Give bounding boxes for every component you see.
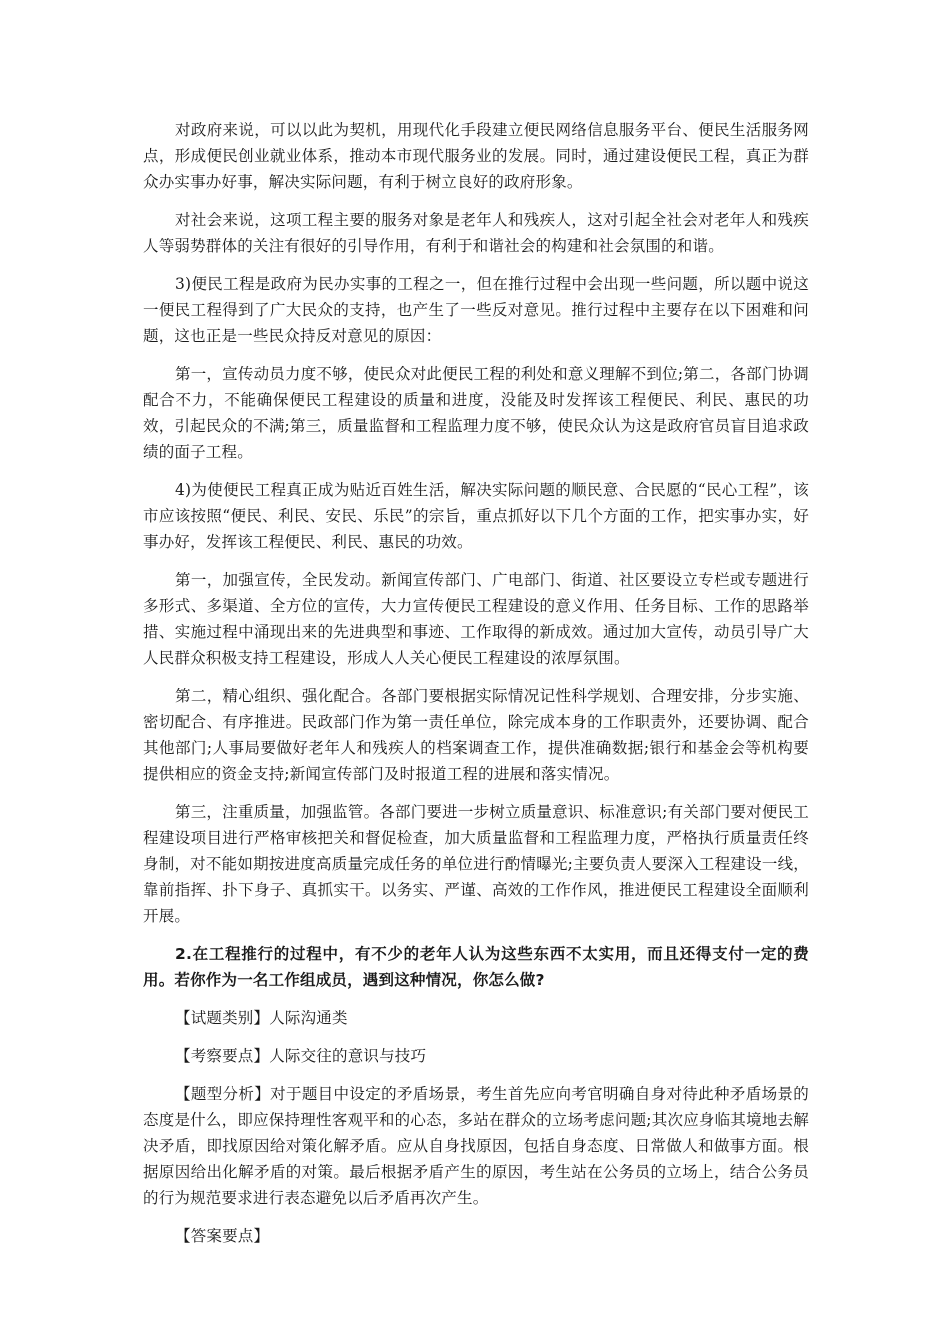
paragraph-measure-publicity: 第一，加强宣传，全民发动。新闻宣传部门、广电部门、街道、社区要设立专栏或专题进行多形式、多渠道、全方位的宣传，大力宣传便民工程建设的意义作用、任务目标、工作的思路举措、实施过程中涌现出来的先进典型和事迹、工作取得的新成效。通过加大宣传，动员引导广大人民群众积极支持工程建设，形成人人关心便民工程建设的浓厚氛围。 [143, 571, 809, 667]
paragraph-measure-quality: 第三，注重质量，加强监管。各部门要进一步树立质量意识、标准意识;有关部门要对便民工程建设项目进行严格审核把关和督促检查，加大质量监督和工程监理力度，严格执行质量责任终身制，对不能如期按进度高质量完成任务的单位进行酌情曝光;主要负责人要深入工程建设一线，靠前指挥、扑下身子、真抓实干。以务实、严谨、高效的工作作风，推进便民工程建设全面顺利开展。 [143, 803, 809, 925]
question-key-points: 【考察要点】人际交往的意识与技巧 [175, 1047, 427, 1065]
question-analysis: 【题型分析】对于题目中设定的矛盾场景，考生首先应向考官明确自身对待此种矛盾场景的态度是什么，即应保持理性客观平和的心态，多站在群众的立场考虑问题;其次应身临其境地去解决矛盾，即找原因给对策化解矛盾。应从自身找原因，包括自身态度、日常做人和做事方面。根据原因给出化解矛盾的对策。最后根据矛盾产生的原因，考生站在公务员的立场上，结合公务员的行为规范要求进行表态避免以后矛盾再次产生。 [143, 1085, 809, 1207]
document-page [143, 117, 809, 1261]
answer-points-heading: 【答案要点】 [175, 1227, 270, 1245]
question-2-heading: 2.在工程推行的过程中，有不少的老年人认为这些东西不太实用，而且还得支付一定的费用。若你作为一名工作组成员，遇到这种情况，你怎么做? [143, 945, 809, 989]
paragraph-point-3-problems: 3)便民工程是政府为民办实事的工程之一，但在推行过程中会出现一些问题，所以题中说这一便民工程得到了广大民众的支持，也产生了一些反对意见。推行过程中主要存在以下困难和问题，这也正是一些民众持反对意见的原因： [143, 275, 809, 345]
paragraph-government-perspective: 对政府来说，可以以此为契机，用现代化手段建立便民网络信息服务平台、便民生活服务网点，形成便民创业就业体系，推动本市现代服务业的发展。同时，通过建设便民工程，真正为群众办实事办好事，解决实际问题，有利于树立良好的政府形象。 [143, 121, 809, 191]
paragraph-problem-list: 第一，宣传动员力度不够，使民众对此便民工程的利处和意义理解不到位;第二，各部门协调配合不力，不能确保便民工程建设的质量和进度，没能及时发挥该工程便民、利民、惠民的功效，引起民众的不满;第三，质量监督和工程监理力度不够，使民众认为这是政府官员盲目追求政绩的面子工程。 [143, 365, 809, 461]
paragraph-measure-organization: 第二，精心组织、强化配合。各部门要根据实际情况记性科学规划、合理安排，分步实施、密切配合、有序推进。民政部门作为第一责任单位，除完成本身的工作职责外，还要协调、配合其他部门;人事局要做好老年人和残疾人的档案调查工作，提供准确数据;银行和基金会等机构要提供相应的资金支持;新闻宣传部门及时报道工程的进展和落实情况。 [143, 687, 809, 783]
paragraph-point-4-measures: 4)为使便民工程真正成为贴近百姓生活，解决实际问题的顺民意、合民愿的“民心工程”，该市应该按照“便民、利民、安民、乐民”的宗旨，重点抓好以下几个方面的工作，把实事办实，好事办好，发挥该工程便民、利民、惠民的功效。 [143, 481, 809, 551]
paragraph-society-perspective: 对社会来说，这项工程主要的服务对象是老年人和残疾人，这对引起全社会对老年人和残疾人等弱势群体的关注有很好的引导作用，有利于和谐社会的构建和社会氛围的和谐。 [143, 211, 809, 255]
question-category: 【试题类别】人际沟通类 [175, 1009, 348, 1027]
